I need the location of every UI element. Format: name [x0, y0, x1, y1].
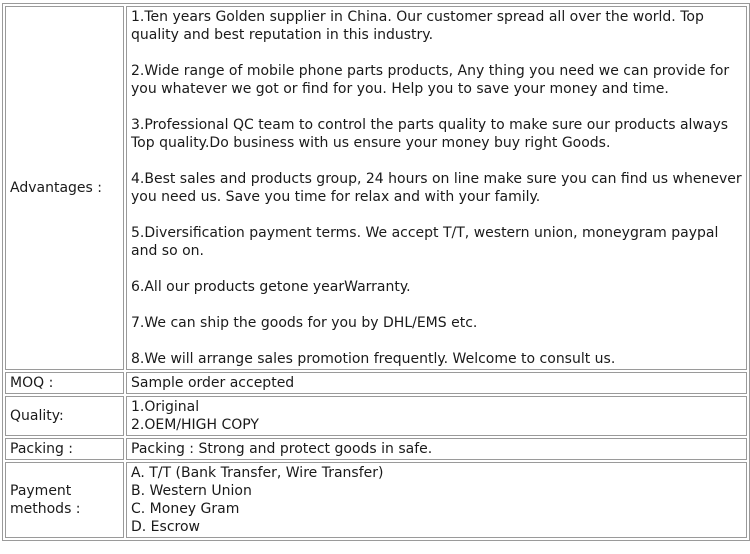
advantages-value	[126, 6, 747, 370]
moq-value: Sample order accepted	[126, 372, 747, 394]
advantage-item-6: 6.All our products getone yearWarranty.	[131, 279, 411, 295]
advantage-item-3: 3.Professional QC team to control the parts quality to make sure our products always Top quality.Do business with us ensure your money buy right Goods.	[131, 117, 729, 151]
packing-value: Packing : Strong and protect goods in safe.	[126, 438, 747, 460]
advantages-row	[5, 6, 747, 370]
advantage-item-1: 1.Ten years Golden supplier in China. Our customer spread all over the world. Top quality and best reputation in this industry.	[131, 9, 704, 43]
quality-value	[126, 396, 747, 436]
payment-method-a: A. T/T (Bank Transfer, Wire Transfer)	[131, 465, 384, 481]
payment-method-c: C. Money Gram	[131, 501, 240, 517]
quality-item-1: 1.Original	[131, 399, 200, 415]
advantage-item-5: 5.Diversification payment terms. We accept T/T, western union, moneygram paypal and so on.	[131, 225, 719, 259]
payment-row	[5, 462, 747, 538]
moq-row	[5, 372, 747, 394]
advantage-item-7: 7.We can ship the goods for you by DHL/EMS etc.	[131, 315, 478, 331]
advantage-item-2: 2.Wide range of mobile phone parts products, Any thing you need we can provide for you whatever we got or find for you. Help you to save your money and time.	[131, 63, 730, 97]
quality-item-2: 2.OEM/HIGH COPY	[131, 417, 259, 433]
packing-row	[5, 438, 747, 460]
advantages-label: Advantages :	[5, 6, 124, 370]
advantage-item-8: 8.We will arrange sales promotion frequently. Welcome to consult us.	[131, 351, 616, 367]
packing-label: Packing :	[5, 438, 124, 460]
payment-value	[126, 462, 747, 538]
quality-row	[5, 396, 747, 436]
quality-label: Quality:	[5, 396, 124, 436]
payment-method-d: D. Escrow	[131, 519, 200, 535]
advantage-item-4: 4.Best sales and products group, 24 hours on line make sure you can find us whenever you need us. Save you time for relax and with your family.	[131, 171, 742, 205]
product-spec-table	[2, 3, 750, 541]
payment-label: Payment methods :	[5, 462, 124, 538]
payment-method-b: B. Western Union	[131, 483, 252, 499]
moq-label: MOQ :	[5, 372, 124, 394]
